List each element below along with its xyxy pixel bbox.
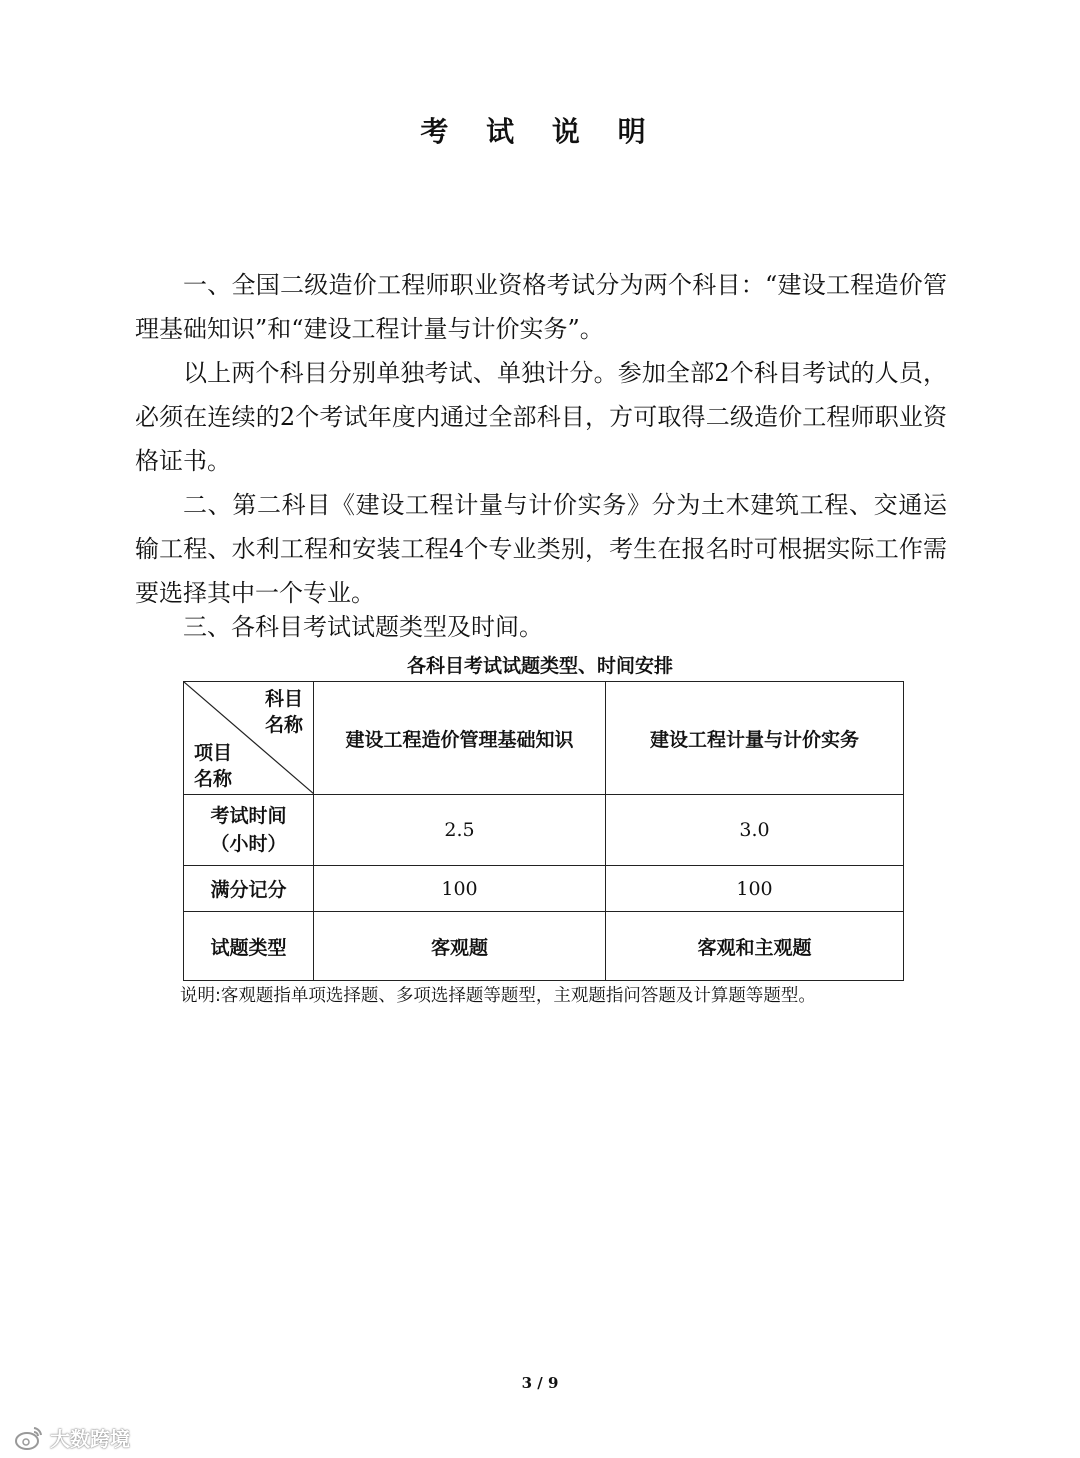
header-subject-b: 建设工程计量与计价实务 — [606, 682, 904, 795]
table-row — [184, 795, 904, 866]
table-header-row — [184, 682, 904, 795]
paragraph-subjects: 一、全国二级造价工程师职业资格考试分为两个科目：“建设工程造价管理基础知识”和“建设工程计量与计价实务”。 — [135, 271, 947, 343]
table-row — [184, 912, 904, 981]
header-subject-a: 建设工程造价管理基础知识 — [314, 682, 606, 795]
corner-bottom-line1: 项目 — [194, 742, 233, 764]
table-row — [184, 866, 904, 912]
corner-item-label — [194, 740, 232, 792]
row-label-full-score: 满分记分 — [184, 866, 314, 912]
page-title: 考 试 说 明 — [420, 115, 660, 148]
row-label-exam-time — [184, 795, 314, 866]
watermark — [14, 1423, 130, 1452]
corner-subject-label — [265, 686, 303, 738]
row-label-question-type: 试题类型 — [184, 912, 314, 981]
paragraph-scoring: 以上两个科目分别单独考试、单独计分。参加全部2个科目考试的人员，必须在连续的2个考试年度内通过全部科目，方可取得二级造价工程师职业资格证书。 — [135, 359, 947, 475]
corner-top-line1: 科目 — [264, 688, 303, 710]
corner-bottom-line2: 名称 — [194, 768, 233, 790]
exam-time-label-line1: 考试时间 — [210, 805, 287, 827]
exam-time-b: 3.0 — [606, 795, 904, 866]
full-score-a: 100 — [314, 866, 606, 912]
full-score-b: 100 — [606, 866, 904, 912]
table-corner-cell — [184, 682, 314, 795]
table-note: 说明:客观题指单项选择题、多项选择题等题型，主观题指问答题及计算题等题型。 — [180, 986, 816, 1006]
watermark-text: 大数跨境 — [50, 1427, 130, 1451]
page-number: 3 / 9 — [521, 1374, 559, 1392]
paragraph-question-types: 三、各科目考试试题类型及时间。 — [183, 613, 543, 641]
exam-schedule-table — [183, 681, 904, 981]
question-type-b: 客观和主观题 — [606, 912, 904, 981]
exam-time-label-line2: （小时） — [210, 833, 287, 855]
table-caption: 各科目考试试题类型、时间安排 — [406, 655, 673, 677]
exam-time-a: 2.5 — [314, 795, 606, 866]
question-type-a: 客观题 — [314, 912, 606, 981]
corner-top-line2: 名称 — [264, 714, 303, 736]
paragraph-specialties: 二、第二科目《建设工程计量与计价实务》分为土木建筑工程、交通运输工程、水利工程和安装工程4个专业类别，考生在报名时可根据实际工作需要选择其中一个专业。 — [135, 491, 947, 607]
weibo-logo-icon — [14, 1424, 44, 1452]
